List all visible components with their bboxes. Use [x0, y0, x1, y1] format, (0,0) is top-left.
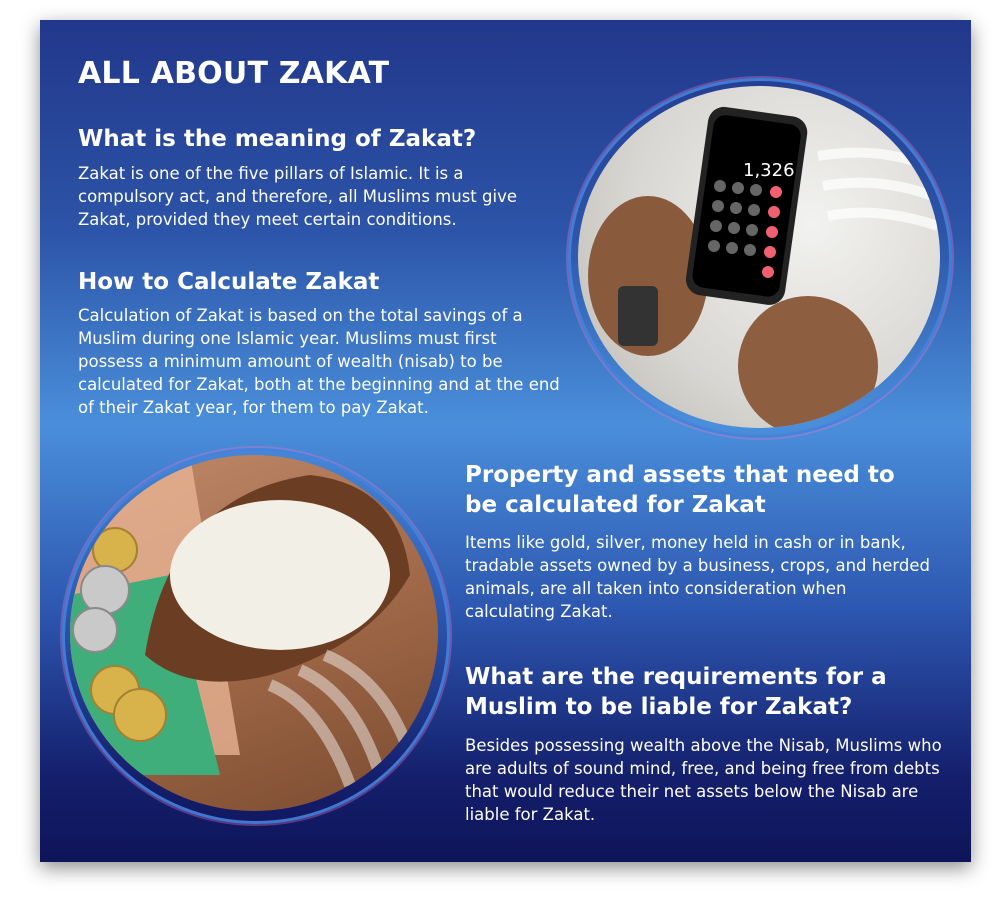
- section-heading-calculate: How to Calculate Zakat: [78, 269, 380, 295]
- page-title: ALL ABOUT ZAKAT: [78, 56, 390, 91]
- section-heading-meaning: What is the meaning of Zakat?: [78, 126, 477, 152]
- section-heading-assets: Property and assets that need to be calculated for Zakat: [465, 462, 895, 518]
- section-body-requirements: Besides possessing wealth above the Nisab, Muslims who are adults of sound mind, free, and being free from debts that would reduce their net assets below the Nisab are liable for Zakat.: [465, 736, 942, 824]
- section-body-assets: Items like gold, silver, money held in cash or in bank, tradable assets owned by a business, crops, and herded animals, are all taken into consideration when calculating Zakat.: [465, 533, 930, 621]
- calculator-display: 1,326: [743, 160, 795, 181]
- section-heading-requirements: What are the requirements for a Muslim to be liable for Zakat?: [465, 664, 887, 720]
- rice-money-photo: [70, 455, 438, 811]
- calculator-photo: [578, 86, 940, 428]
- section-body-meaning: Zakat is one of the five pillars of Islamic. It is a compulsory act, and therefore, all Muslims must give Zakat, provided they meet certain conditions.: [78, 164, 517, 229]
- section-body-calculate: Calculation of Zakat is based on the total savings of a Muslim during one Islamic year. Muslims must first possess a minimum amount of wealth (nisab) to be calculated for Zakat, both at the beginning and at the end of their Zakat year, for them to pay Zakat.: [78, 306, 560, 417]
